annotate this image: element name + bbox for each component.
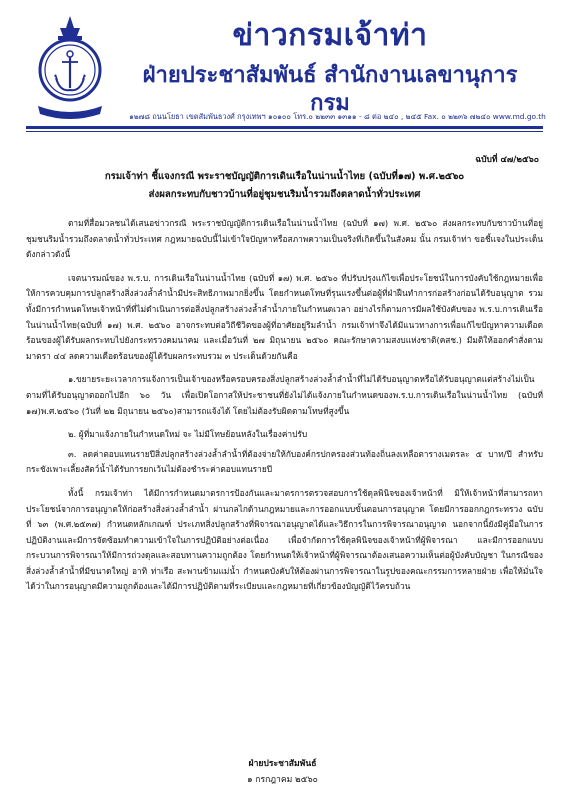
headline-line-1: กรมเจ้าท่า ชี้แจงกรณี พระราชบัญญัติการเดินเรือในน่านน้ำไทย (ฉบับที่๑๗) พ.ศ.๒๕๖๐ [104,171,465,182]
paragraph: ๑.ขยายระยะเวลาการแจ้งการเป็นเจ้าของหรือครอบครองสิ่งปลูกสร้างล่วงล้ำลำน้ำที่ไม่ได้รับอนุญาตหรือได้รับอนุญาตแต่สร้างไม่เป็นตามที่ได้รับอนุญาตออกไปอีก ๖๐ วัน เพื่อเปิดโอกาสให้ประชาชนที่ยังไม่ได้แจ้งภายในกำหนดของพ.ร.บ.การเดินเรือในน่านน้ำไทย (ฉบับที่ ๑๗)พ.ศ.๒๕๖๐ (วันที่ ๒๒ มิถุนายน ๒๕๖๐)สามารถแจ้งได้ โดยไม่ต้องรับผิดตามโทษที่สูงขึ้น [26,374,543,416]
marine-department-logo-icon [30,14,110,124]
headline-line-2: ส่งผลกระทบกับชาวบ้านที่อยู่ชุมชนริมน้ำรวมถึงตลาดน้ำทั่วประเทศ [148,189,421,200]
header-title: ข่าวกรมเจ้าท่า [232,18,428,53]
paragraph: ๓. ลดค่าตอบแทนรายปีสิ่งปลูกสร้างล่วงล้ำลำน้ำที่ต้องจ่ายให้กับองค์กรปกครองส่วนท้องถิ่นลงเหลือตารางเมตรละ ๕ บาท/ปี สำหรับกระชังเพาะเลี้ยงสัตว์น้ำได้รับการยกเว้นไม่ต้องชำระค่าตอบแทนรายปี [26,448,543,475]
paragraph: เจตนารมณ์ของ พ.ร.บ. การเดินเรือในน่านน้ำไทย (ฉบับที่ ๑๗) พ.ศ. ๒๕๖๐ ที่ปรับปรุงแก้ไขเพื่อประโยชน์ในการบังคับใช้กฎหมายเพื่อให้การควบคุมการปลูกสร้างสิ่งล่วงล้ำลำน้ำมีประสิทธิภาพมากยิ่งขึ้น โดยกำหนดโทษที่รุนแรงขึ้นต่อผู้ที่ฝ่าฝืนทำการก่อสร้างก่อนได้รับอนุญาต รวมทั้งมีการกำหนดโทษเจ้าหน้าที่ที่ไม่ดำเนินการต่อสิ่งปลูกสร้างล่วงล้ำลำน้ำภายในกำหนดเวลา อย่างไรก็ตามการมีผลใช้บังคับของ พ.ร.บ.การเดินเรือในน่านน้ำไทย(ฉบับที่ ๑๗) พ.ศ. ๒๕๖๐ อาจกระทบต่อวิถีชีวิตของผู้ที่อาศัยอยู่ริมลำน้ำ กรมเจ้าท่าจึงได้มีแนวทางการเพื่อแก้ไขปัญหาความเดือดร้อนของผู้ได้รับผลกระทบไปยังกระทรวงคมนาคม และเมื่อวันที่ ๒๗ มิถุนายน ๒๕๖๐ คณะรักษาความสงบแห่งชาติ(คสช.) มีมติให้ออกคำสั่งตามมาตรา ๔๔ ลดความเดือดร้อนของผู้ได้รับผลกระทบรวม ๓ ประเด็นด้วยกันคือ [26,272,543,361]
paragraph: ตามที่สื่อมวลชนได้เสนอข่าวกรณี พระราชบัญญัติการเดินเรือในน่านน้ำไทย (ฉบับที่ ๑๗) พ.ศ. ๒๕๖๐ ส่งผลกระทบกับชาวบ้านที่อยู่ชุมชนริมน้ำรวมถึงตลาดน้ำทั่วประเทศ กฎหมายฉบับนี้ไม่เข้าใจปัญหาหรือสภาพความเป็นจริงที่เกิดขึ้นในสังคม นั้น กรมเจ้าท่า ขอชี้แจงในประเด็นดังกล่าวดังนี้ [26,218,543,260]
document-number: ฉบับที่ ๔๗/๒๕๖๐ [475,155,539,165]
header-divider-thin [26,131,543,132]
header-divider-thick [26,126,543,129]
signature-date: ๑ กรกฎาคม ๒๕๖๐ [247,775,318,785]
body-text [26,216,543,603]
paragraph: ทั้งนี้ กรมเจ้าท่า ได้มีการกำหนดมาตรการป้องกันและมาตรการตรวจสอบการใช้ดุลพินิจของเจ้าหน้าที่ มิให้เจ้าหน้าที่สามารถหาประโยชน์จากการอนุญาตให้ก่อสร้างสิ่งล่วงล้ำลำน้ำ ผ่านกลไกด้านกฎหมายและการออกแบบขั้นตอนการอนุญาต โดยมีการออกกฎกระทรวง ฉบับที่ ๖๓ (พ.ศ.๒๕๓๗) กำหนดหลักเกณฑ์ ประเภทสิ่งปลูกสร้างที่พิจารณาอนุญาตได้และวิธีการในการพิจารณาอนุญาต นอกจากนี้ยังมีคู่มือในการปฏิบัติงานและมีการจัดซ้อมทำความเข้าใจในการปฏิบัติอย่างต่อเนื่อง เพื่อจำกัดการใช้ดุลพินิจของเจ้าหน้าที่ผู้พิจารณา และมีการออกแบบกระบวนการพิจารณาให้มีการถ่วงดุลและสอบทานความถูกต้อง โดยกำหนดให้เจ้าหน้าที่ผู้พิจารณาต้องเสนอความเห็นต่อผู้บังคับบัญชา ในกรณีของสิ่งล่วงล้ำลำน้ำที่มีขนาดใหญ่ อาทิ ท่าเรือ สะพานข้ามแม่น้ำ กำหนดบังคับให้ต้องผ่านการพิจารณาในรูปของคณะกรรมการหลายฝ่าย เพื่อให้มั่นใจได้ว่าในการอนุญาตมีความถูกต้องและได้มีการปฏิบัติตามที่ระเบียบและกฎหมายที่เกี่ยวข้องบัญญัติไว้ครบถ้วน [26,487,543,592]
header-subtitle: ฝ่ายประชาสัมพันธ์ สำนักงานเลขานุการกรม [142,63,518,116]
header-address: ๑๒๗๘ ถนนโยธา เขตสัมพันธวงศ์ กรุงเทพฯ ๑๐๑๐๐ โทร.๐ ๒๒๓๓ ๑๓๑๑ - ๘ ต่อ ๒๔๐ , ๒๔๕ Fax. ๐ ๒๒๓๖ ๗๒๔๐ www.md.go.th [129,112,546,121]
paragraph: ๒. ผู้ที่มาแจ้งภายในกำหนดใหม่ จะ ไม่มีโทษย้อนหลังในเรื่องค่าปรับ [68,429,308,440]
signature-unit: ฝ่ายประชาสัมพันธ์ [248,759,317,769]
